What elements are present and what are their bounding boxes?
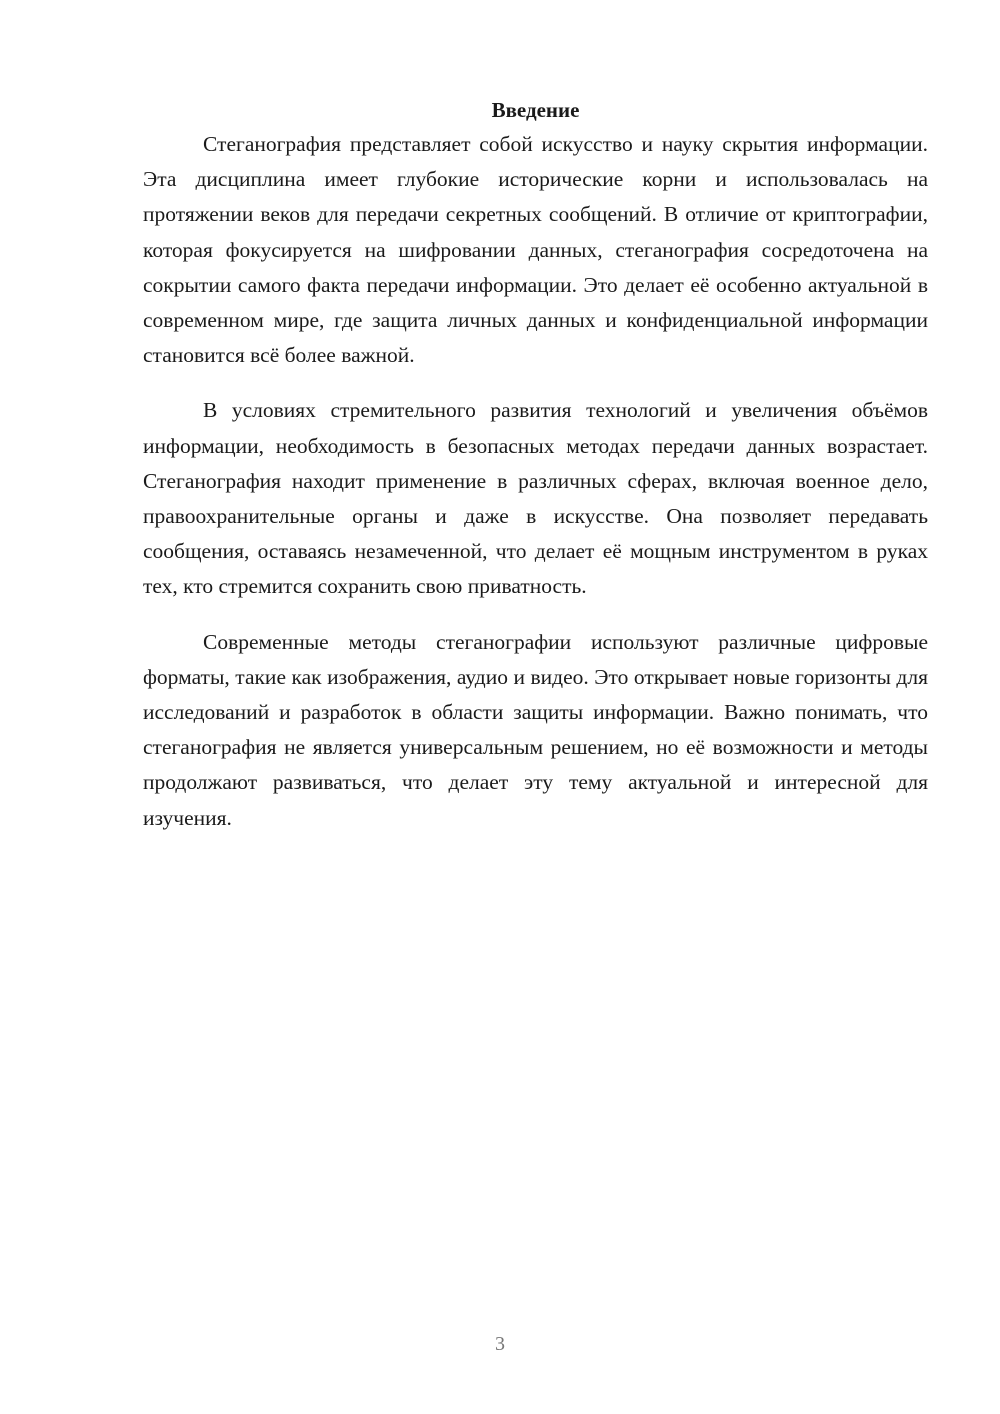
section-heading: Введение (491, 98, 580, 122)
page-content (143, 94, 928, 856)
paragraph-3: Современные методы стеганографии используют различные цифровые форматы, такие как изображения, аудио и видео. Это открывает новые горизонты для исследований и разработок в области защиты информации. Важно понимать, что стеганография не является универсальным решением, но её возможности и методы продолжают развиваться, что делает эту тему актуальной и интересной для изучения. (143, 629, 928, 830)
paragraph-2: В условиях стремительного развития технологий и увеличения объёмов информации, необходимость в безопасных методах передачи данных возрастает. Стеганография находит применение в различных сферах, включая военное дело, правоохранительные органы и даже в искусстве. Она позволяет передавать сообщения, оставаясь незамеченной, что делает её мощным инструментом в руках тех, кто стремится сохранить свою приватность. (143, 398, 928, 599)
page-number: 3 (495, 1333, 505, 1355)
paragraph-1: Стеганография представляет собой искусство и науку скрытия информации. Эта дисциплина имеет глубокие исторические корни и использовалась на протяжении веков для передачи секретных сообщений. В отличие от криптографии, которая фокусируется на шифровании данных, стеганография сосредоточена на сокрытии самого факта передачи информации. Это делает её особенно актуальной в современном мире, где защита личных данных и конфиденциальной информации становится всё более важной. (143, 132, 928, 368)
